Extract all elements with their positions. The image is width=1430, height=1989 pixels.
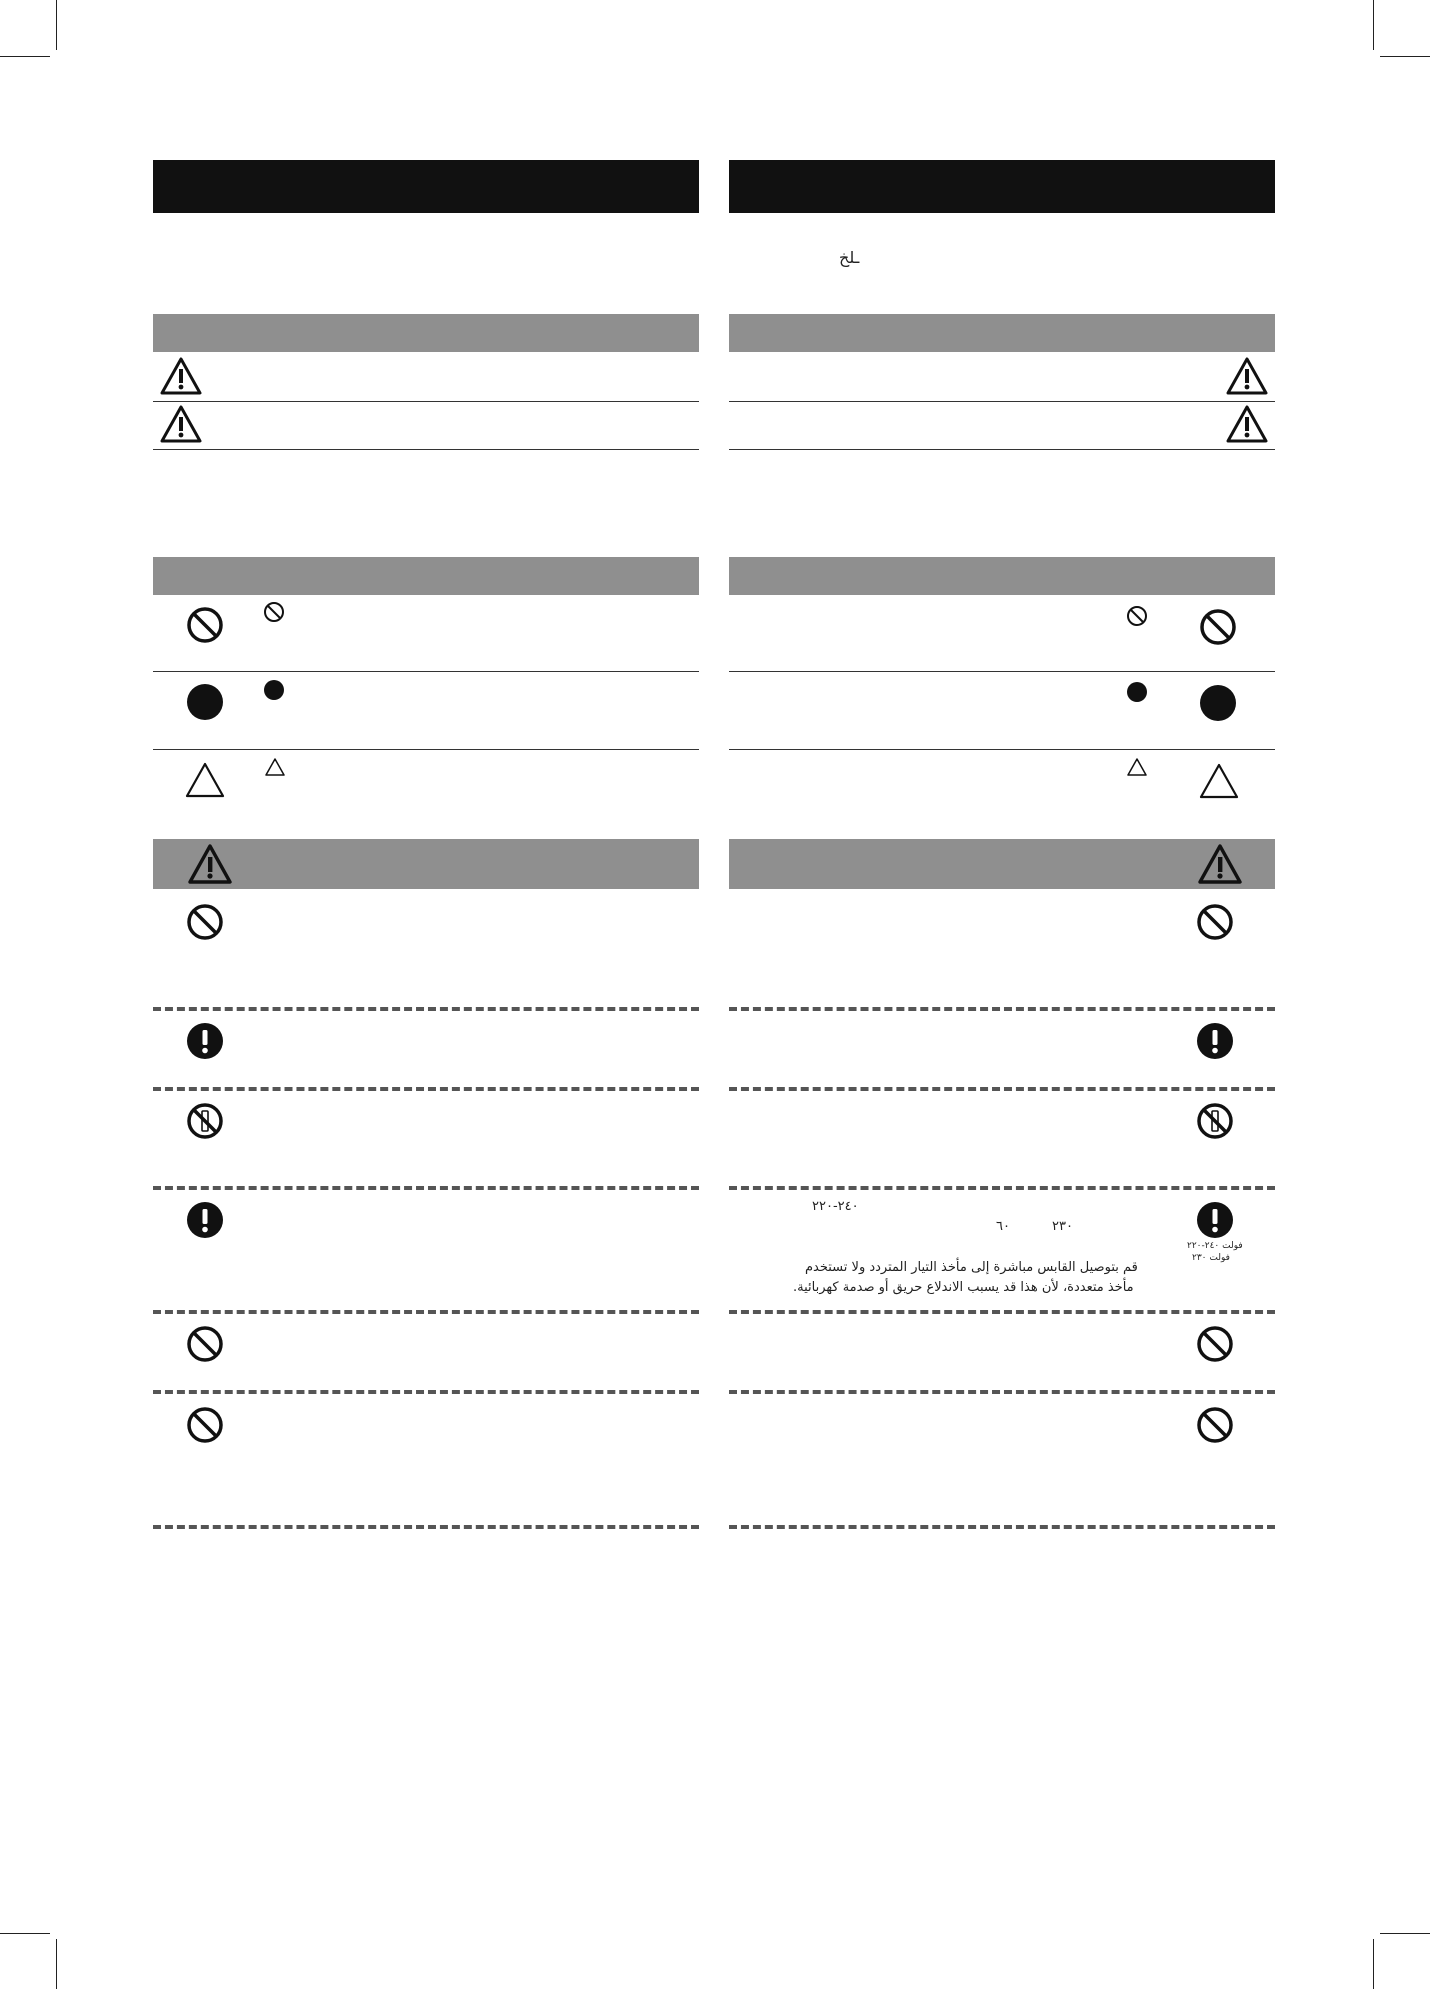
prohibition-icon	[1196, 903, 1234, 941]
plug-warning-line-1: قم بتوصيل القابس مباشرة إلى مأخذ التيار المتردد ولا تستخدم	[805, 1260, 1138, 1275]
divider	[729, 671, 1275, 672]
voltage-number: ٢٣٠	[1052, 1219, 1073, 1234]
dashed-divider	[153, 1087, 699, 1091]
crop-mark	[0, 56, 50, 57]
crop-mark	[1373, 0, 1374, 50]
crop-mark	[1380, 56, 1430, 57]
dashed-divider	[153, 1525, 699, 1529]
prohibition-icon	[1196, 1325, 1234, 1363]
exclamation-circle-icon	[1196, 1201, 1234, 1239]
dashed-divider	[153, 1310, 699, 1314]
prohibition-icon	[186, 903, 224, 941]
title-bar	[729, 160, 1275, 213]
warning-section-bar	[153, 839, 699, 889]
divider	[729, 449, 1275, 450]
warning-triangle-icon	[187, 843, 233, 885]
voltage-range-text: ٢٤٠-٢٢٠	[812, 1199, 859, 1214]
do-not-disassemble-icon	[186, 1102, 224, 1140]
warning-triangle-icon	[1225, 356, 1269, 396]
divider	[729, 749, 1275, 750]
dashed-divider	[729, 1525, 1275, 1529]
left-column	[153, 0, 699, 1989]
divider	[153, 449, 699, 450]
filled-circle-icon	[1199, 684, 1237, 722]
dashed-divider	[153, 1390, 699, 1394]
caution-triangle-icon	[1198, 762, 1240, 800]
section-bar-1	[153, 314, 699, 352]
warning-triangle-icon	[1197, 843, 1243, 885]
dashed-divider	[729, 1087, 1275, 1091]
title-bar	[153, 160, 699, 213]
dashed-divider	[729, 1186, 1275, 1190]
section-bar-2	[729, 557, 1275, 595]
dashed-divider	[729, 1007, 1275, 1011]
warning-triangle-icon	[159, 404, 203, 444]
divider	[729, 401, 1275, 402]
crop-mark	[56, 0, 57, 50]
divider	[153, 401, 699, 402]
exclamation-circle-icon	[186, 1201, 224, 1239]
warning-section-bar	[729, 839, 1275, 889]
right-column	[729, 0, 1275, 1989]
dashed-divider	[153, 1007, 699, 1011]
voltage-side-label: فولت ٢٤٠-٢٢٠	[1187, 1241, 1243, 1251]
warning-triangle-icon	[159, 356, 203, 396]
voltage-side-label: فولت ٢٣٠	[1192, 1253, 1230, 1263]
section-bar-1	[729, 314, 1275, 352]
stray-glyph: ـلخ	[839, 248, 860, 267]
divider	[153, 671, 699, 672]
frequency-number: ٦٠	[996, 1219, 1010, 1234]
small-filled-circle-icon	[1126, 681, 1148, 703]
crop-mark	[1380, 1933, 1430, 1934]
dashed-divider	[153, 1186, 699, 1190]
small-prohibition-icon	[263, 601, 285, 623]
prohibition-icon	[186, 606, 224, 644]
do-not-disassemble-icon	[1196, 1102, 1234, 1140]
dashed-divider	[729, 1390, 1275, 1394]
prohibition-icon	[186, 1325, 224, 1363]
prohibition-icon	[1196, 1406, 1234, 1444]
crop-mark	[1373, 1939, 1374, 1989]
crop-mark	[56, 1939, 57, 1989]
warning-triangle-icon	[1225, 404, 1269, 444]
prohibition-icon	[186, 1406, 224, 1444]
divider	[153, 749, 699, 750]
dashed-divider	[729, 1310, 1275, 1314]
exclamation-circle-icon	[1196, 1022, 1234, 1060]
crop-mark	[0, 1933, 50, 1934]
filled-circle-icon	[186, 683, 224, 721]
section-bar-2	[153, 557, 699, 595]
small-prohibition-icon	[1126, 605, 1148, 627]
small-filled-circle-icon	[263, 679, 285, 701]
small-caution-triangle-icon	[1126, 757, 1148, 777]
exclamation-circle-icon	[186, 1022, 224, 1060]
caution-triangle-icon	[184, 761, 226, 799]
small-caution-triangle-icon	[264, 757, 286, 777]
prohibition-icon	[1199, 608, 1237, 646]
plug-warning-line-2: مأخذ متعددة، لأن هذا قد يسبب الاندلاع حريق أو صدمة كهربائية.	[793, 1280, 1134, 1295]
